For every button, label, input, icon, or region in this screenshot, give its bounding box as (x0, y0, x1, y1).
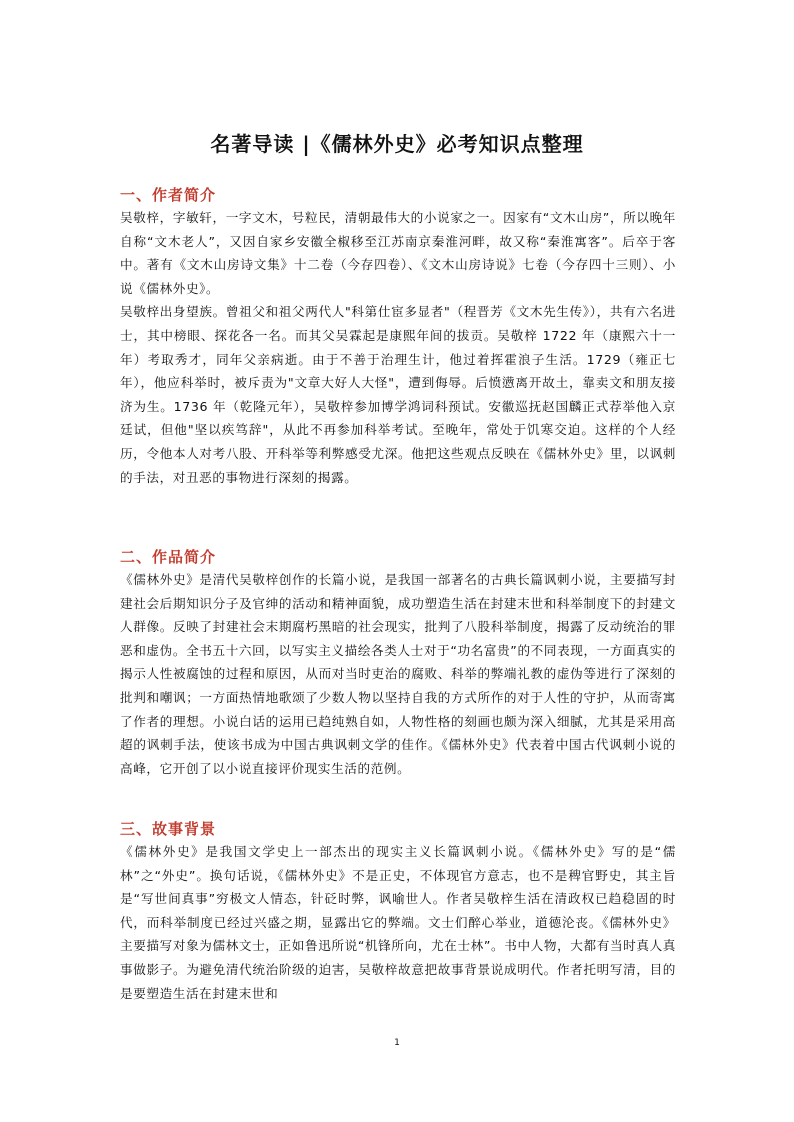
paragraph: 《儒林外史》是清代吴敬梓创作的长篇小说，是我国一部著名的古典长篇讽刺小说，主要描写封建社会后期知识分子及官绅的活动和精神面貌，成功塑造生活在封建末世和科举制度下的封建文人群像。反映了封建社会末期腐朽黑暗的社会现实，批判了八股科举制度，揭露了反动统治的罪恶和虚伪。全书五十六回，以写实主义描绘各类人士对于“功名富贵”的不同表现，一方面真实的揭示人性被腐蚀的过程和原因，从而对当时吏治的腐败、科举的弊端礼教的虚伪等进行了深刻的批判和嘲讽；一方面热情地歌颂了少数人物以坚持自我的方式所作的对于人性的守护，从而寄寓了作者的理想。小说白话的运用已趋纯熟自如，人物性格的刻画也颇为深入细腻，尤其是采用高超的讽刺手法，使该书成为中国古典讽刺文学的佳作。《儒林外史》代表着中国古代讽刺小说的高峰，它开创了以小说直接评价现实生活的范例。 (120, 572, 676, 776)
section-heading: 三、故事背景 (120, 820, 217, 838)
section-author (120, 184, 676, 489)
section-background (120, 818, 676, 1005)
paragraph: 吴敬梓，字敏轩，一字文木，号粒民，清朝最伟大的小说家之一。因家有“文木山房”，所以晚年自称“文木老人”，又因自家乡安徽全椒移至江苏南京秦淮河畔，故又称“秦淮寓客”。后卒于客中。著有《文木山房诗文集》十二卷（今存四卷）、《文木山房诗说》七卷（今存四十三则）、小说《儒林外史》。 (120, 210, 676, 296)
section-body (120, 206, 676, 489)
section-heading: 一、作者简介 (120, 186, 217, 204)
paragraph: 吴敬梓出身望族。曾祖父和祖父两代人"科第仕宦多显者"（程晋芳《文木先生传》），共有六名进士，其中榜眼、探花各一名。而其父吴霖起是康熙年间的拔贡。吴敬梓 1722 年（康熙六十一年）考取秀才，同年父亲病逝。由于不善于治理生计，他过着挥霍浪子生活。1729（雍正七年），他应科举时，被斥责为"文章大好人大怪"，遭到侮辱。后愤懑离开故土，靠卖文和朋友接济为生。1736 年（乾隆元年），吴敬梓参加博学鸿词科预试。安徽巡抚赵国麟正式荐举他入京廷试，但他"坚以疾笃辞"，从此不再参加科举考试。至晚年，常处于饥寒交迫。这样的个人经历，令他本人对考八股、开科举等利弊感受尤深。他把这些观点反映在《儒林外史》里，以讽刺的手法，对丑恶的事物进行深刻的揭露。 (120, 304, 676, 485)
section-work (120, 546, 676, 780)
paragraph: 《儒林外史》是我国文学史上一部杰出的现实主义长篇讽刺小说。《儒林外史》写的是“儒林”之“外史”。换句话说，《儒林外史》不是正史，不体现官方意志，也不是稗官野史，其主旨是“写世间真事”穷极文人情态，针砭时弊，讽喻世人。作者吴敬梓生活在清政权已趋稳固的时代，而科举制度已经过兴盛之期，显露出它的弊端。文士们醉心举业，道德沦丧。《儒林外史》主要描写对象为儒林文士，正如鲁迅所说“机锋所向，尤在士林”。书中人物，大都有当时真人真事做影子。为避免清代统治阶级的迫害，吴敬梓故意把故事背景说成明代。作者托明写清，目的是要塑造生活在封建末世和 (120, 844, 676, 1001)
section-heading: 二、作品简介 (120, 548, 217, 566)
document-title: 名著导读 |《儒林外史》必考知识点整理 (210, 132, 584, 156)
section-body (120, 840, 676, 1005)
section-body (120, 568, 676, 780)
page-number: 1 (394, 1038, 400, 1048)
